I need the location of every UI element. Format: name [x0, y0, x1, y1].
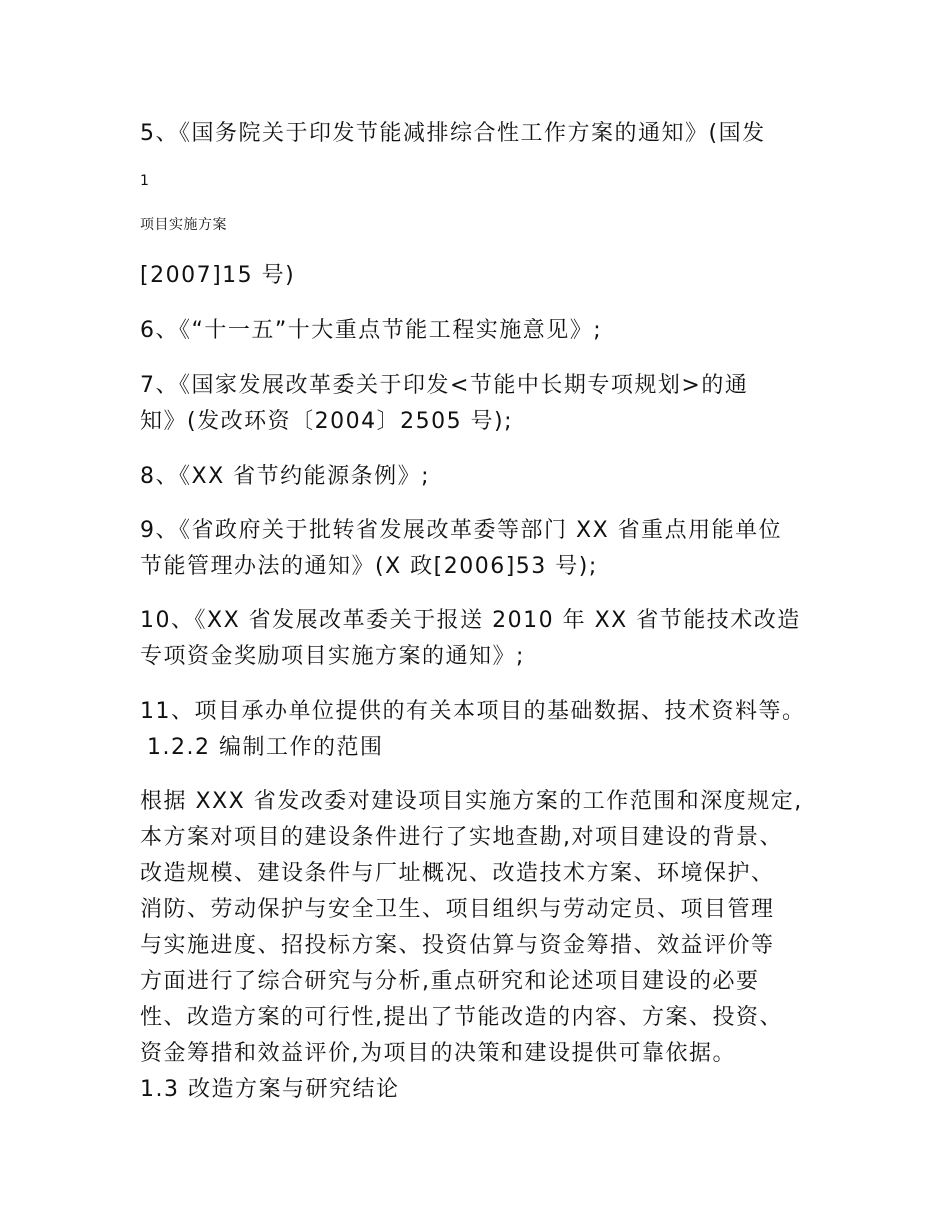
running-header: 项目实施方案 — [140, 217, 227, 233]
reference-item-7-line-1: 7、《国家发展改革委关于印发<节能中长期专项规划>的通 — [140, 373, 749, 398]
scope-paragraph-line: 性、改造方案的可行性,提出了节能改造的内容、方案、投资、 — [140, 1005, 783, 1030]
reference-item-5-line-2: [2007]15 号) — [140, 263, 296, 288]
section-heading-1-3: 1.3 改造方案与研究结论 — [140, 1077, 400, 1102]
scope-paragraph-line: 改造规模、建设条件与厂址概况、改造技术方案、环境保护、 — [140, 861, 775, 886]
reference-item-10-line-2: 专项资金奖励项目实施方案的通知》; — [140, 644, 525, 669]
scope-paragraph-line: 根据 XXX 省发改委对建设项目实施方案的工作范围和深度规定, — [140, 789, 803, 814]
scope-paragraph-line: 消防、劳动保护与安全卫生、项目组织与劳动定员、项目管理 — [140, 897, 775, 922]
reference-item-11: 11、项目承办单位提供的有关本项目的基础数据、技术资料等。 — [140, 699, 806, 724]
reference-item-10-line-1: 10、《XX 省发展改革委关于报送 2010 年 XX 省节能技术改造 — [140, 608, 801, 633]
scope-paragraph-line: 本方案对项目的建设条件进行了实地查勘,对项目建设的背景、 — [140, 825, 783, 850]
page-number: 1 — [140, 173, 150, 189]
reference-item-8: 8、《XX 省节约能源条例》; — [140, 464, 431, 489]
reference-item-7-line-2: 知》(发改环资〔2004〕2505 号); — [140, 409, 514, 434]
scope-paragraph-line: 与实施进度、招投标方案、投资估算与资金筹措、效益评价等 — [140, 933, 775, 958]
reference-item-9-line-1: 9、《省政府关于批转省发展改革委等部门 XX 省重点用能单位 — [140, 518, 783, 543]
reference-item-9-line-2: 节能管理办法的通知》(X 政[2006]53 号); — [140, 554, 598, 579]
section-heading-1-2-2: 1.2.2 编制工作的范围 — [147, 735, 384, 760]
scope-paragraph-line: 方面进行了综合研究与分析,重点研究和论述项目建设的必要 — [140, 969, 760, 994]
reference-item-5-line-1: 5、《国务院关于印发节能减排综合性工作方案的通知》(国发 — [140, 121, 766, 146]
reference-item-6: 6、《“十一五”十大重点节能工程实施意见》; — [140, 318, 603, 343]
scope-paragraph-line: 资金筹措和效益评价,为项目的决策和建设提供可靠依据。 — [140, 1041, 736, 1066]
